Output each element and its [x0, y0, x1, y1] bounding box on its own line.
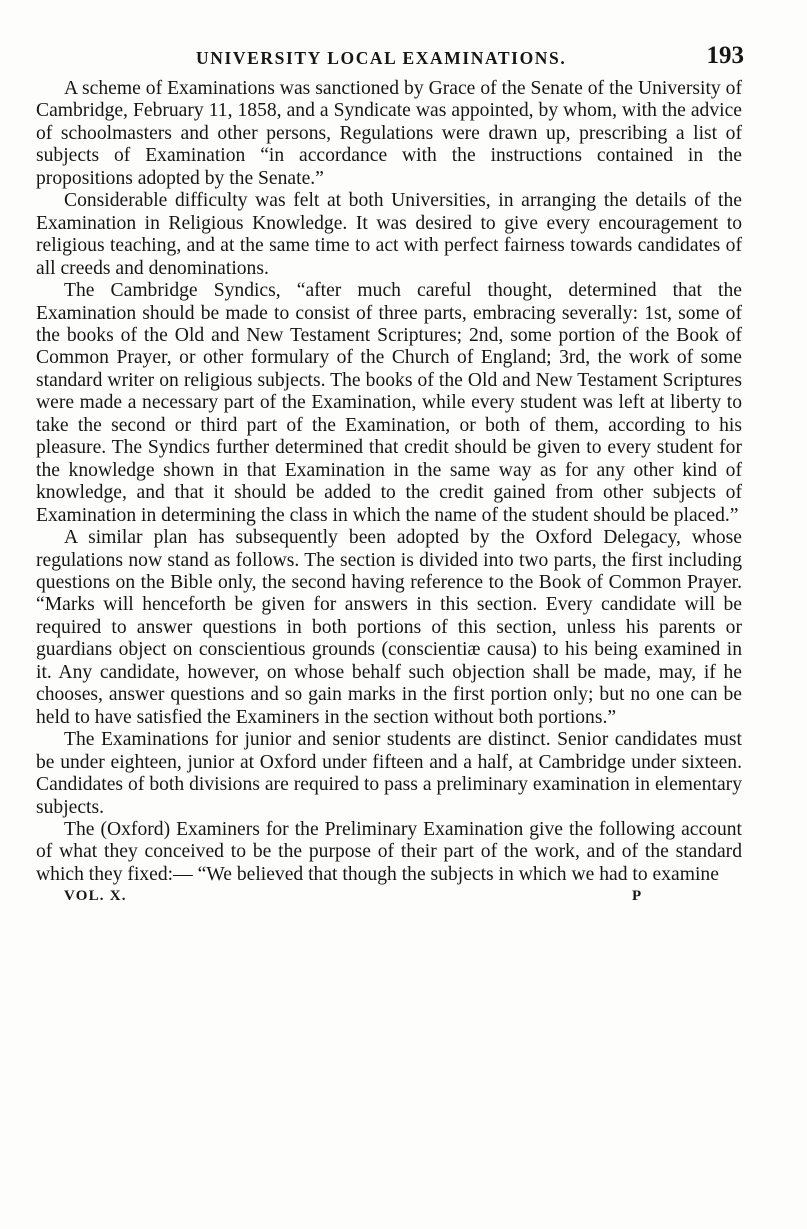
paragraph-preliminary-examination: The (Oxford) Examiners for the Preliminary Examination give the following account of what they conceived to be the purpose of their part of the work, and of the standard which they fixed:— “We believed that though the subjects in which we had to examine — [36, 818, 742, 885]
volume-mark: VOL. X. — [64, 888, 127, 905]
running-head — [36, 44, 742, 78]
page-footer — [36, 888, 742, 910]
page-number: 193 — [706, 42, 744, 69]
paragraph-syndicate: A scheme of Examinations was sanctioned by Grace of the Senate of the University of Cambridge, February 11, 1858, and a Syndicate was appointed, by whom, with the advice of schoolmasters and other persons, Regulations were drawn up, prescribing a list of subjects of Examination “in accordance with the instructions contained in the propositions adopted by the Senate.” — [36, 78, 742, 189]
running-title: UNIVERSITY LOCAL EXAMINATIONS. — [196, 48, 567, 68]
book-page — [36, 44, 742, 910]
body-text — [36, 78, 742, 886]
paragraph-junior-senior: The Examinations for junior and senior students are distinct. Senior candidates must be under eighteen, junior at Oxford under fifteen and a half, at Cambridge under sixteen. Candidates of both divisions are required to pass a preliminary examination in elementary subjects. — [36, 729, 742, 818]
paragraph-oxford-delegacy: A similar plan has subsequently been adopted by the Oxford Delegacy, whose regulations now stand as follows. The section is divided into two parts, the first including questions on the Bible only, the second having reference to the Book of Common Prayer. “Marks will henceforth be given for answers in this section. Every candidate will be required to answer questions in both portions of this section, unless his parents or guardians object on conscientious grounds (conscientiæ causa) to his being examined in it. Any candidate, however, on whose behalf such objection shall be made, may, if he chooses, answer questions and so gain marks in the first portion only; but no one can be held to have satisfied the Examiners in the section without both portions.” — [36, 527, 742, 728]
paragraph-religious-knowledge: Considerable difficulty was felt at both Universities, in arranging the details of the Examination in Religious Knowledge. It was desired to give every encouragement to religious teaching, and at the same time to act with perfect fairness towards candidates of all creeds and denominations. — [36, 190, 742, 279]
paragraph-cambridge-syndics: The Cambridge Syndics, “after much careful thought, determined that the Examination should be made to consist of three parts, embracing severally: 1st, some of the books of the Old and New Testament Scriptures; 2nd, some portion of the Book of Common Prayer, or other formulary of the Church of England; 3rd, the work of some standard writer on religious subjects. The books of the Old and New Testament Scriptures were made a necessary part of the Examination, while every student was left at liberty to take the second or third part of the Examination, or both of them, according to his pleasure. The Syndics further determined that credit should be given to every student for the knowledge shown in that Examination in the same way as for any other kind of knowledge, and that it should be added to the credit gained from other subjects of Examination in determining the class in which the name of the student should be placed.” — [36, 280, 742, 526]
signature-mark: P — [632, 888, 642, 905]
